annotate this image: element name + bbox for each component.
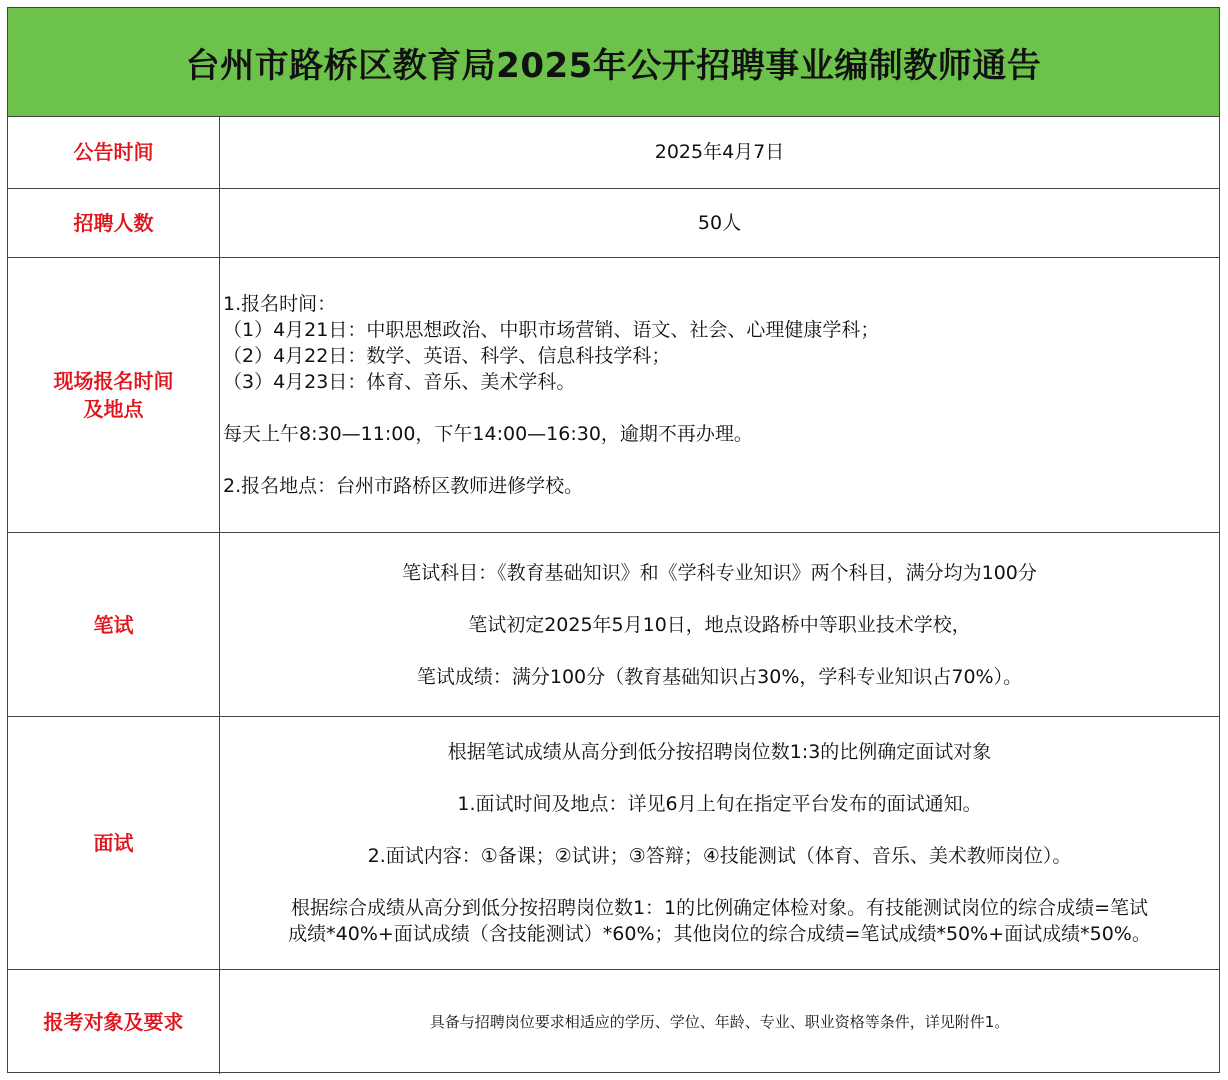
requirements-cell [220, 970, 1219, 1074]
registration-line: （2）4月22日：数学、英语、科学、信息科技学科； [223, 345, 671, 367]
registration-label [8, 258, 220, 532]
announce-time-label: 公告时间 [8, 116, 220, 188]
row-requirements [8, 970, 1219, 1074]
interview-line: 根据综合成绩从高分到低分按招聘岗位数1：1的比例确定体检对象。有技能测试岗位的综合成绩=笔试 [290, 897, 1149, 919]
interview-line: 根据笔试成绩从高分到低分按招聘岗位数1:3的比例确定面试对象 [447, 741, 992, 763]
registration-hours: 每天上午8:30—11:00，下午14:00—16:30，逾期不再办理。 [223, 423, 753, 445]
recruit-count-label: 招聘人数 [8, 189, 220, 257]
recruit-count-cell [220, 189, 1219, 257]
written-exam-line: 笔试初定2025年5月10日，地点设路桥中等职业技术学校， [468, 613, 971, 636]
registration-cell [220, 258, 1219, 532]
registration-label-line1: 现场报名时间 [53, 369, 174, 393]
row-written-exam [8, 533, 1219, 717]
written-exam-line: 笔试科目：《教育基础知识》和《学科专业知识》两个科目，满分均为100分 [402, 561, 1037, 584]
row-interview [8, 717, 1219, 970]
interview-cell [220, 717, 1219, 969]
row-announce-time [8, 116, 1219, 189]
row-registration [8, 258, 1219, 533]
notice-table [7, 7, 1220, 1073]
registration-location: 2.报名地点：台州市路桥区教师进修学校。 [223, 475, 584, 497]
interview-label: 面试 [8, 717, 220, 969]
recruit-count-value: 50人 [697, 212, 742, 234]
announce-time-value: 2025年4月7日 [654, 141, 785, 163]
registration-line: （1）4月21日：中职思想政治、中职市场营销、语文、社会、心理健康学科； [223, 319, 880, 341]
requirements-value: 具备与招聘岗位要求相适应的学历、学位、年龄、专业、职业资格等条件，详见附件1。 [429, 1013, 1010, 1031]
registration-line: 1.报名时间： [223, 293, 337, 315]
page-title: 台州市路桥区教育局2025年公开招聘事业编制教师通告 [8, 8, 1219, 117]
interview-line: 2.面试内容：①备课；②试讲；③答辩；④技能测试（体育、音乐、美术教师岗位）。 [367, 845, 1072, 867]
announce-time-cell [220, 116, 1219, 188]
written-exam-label: 笔试 [8, 533, 220, 716]
interview-line: 1.面试时间及地点：详见6月上旬在指定平台发布的面试通知。 [457, 793, 982, 815]
written-exam-cell [220, 533, 1219, 716]
requirements-label: 报考对象及要求 [8, 970, 220, 1074]
row-recruit-count [8, 189, 1219, 258]
interview-line: 成绩*40%+面试成绩（含技能测试）*60%；其他岗位的综合成绩=笔试成绩*50%+面试成绩*50%。 [288, 923, 1151, 945]
written-exam-line: 笔试成绩：满分100分（教育基础知识占30%，学科专业知识占70%）。 [416, 665, 1023, 688]
registration-label-line2: 及地点 [83, 397, 144, 421]
registration-line: （3）4月23日：体育、音乐、美术学科。 [223, 371, 576, 393]
